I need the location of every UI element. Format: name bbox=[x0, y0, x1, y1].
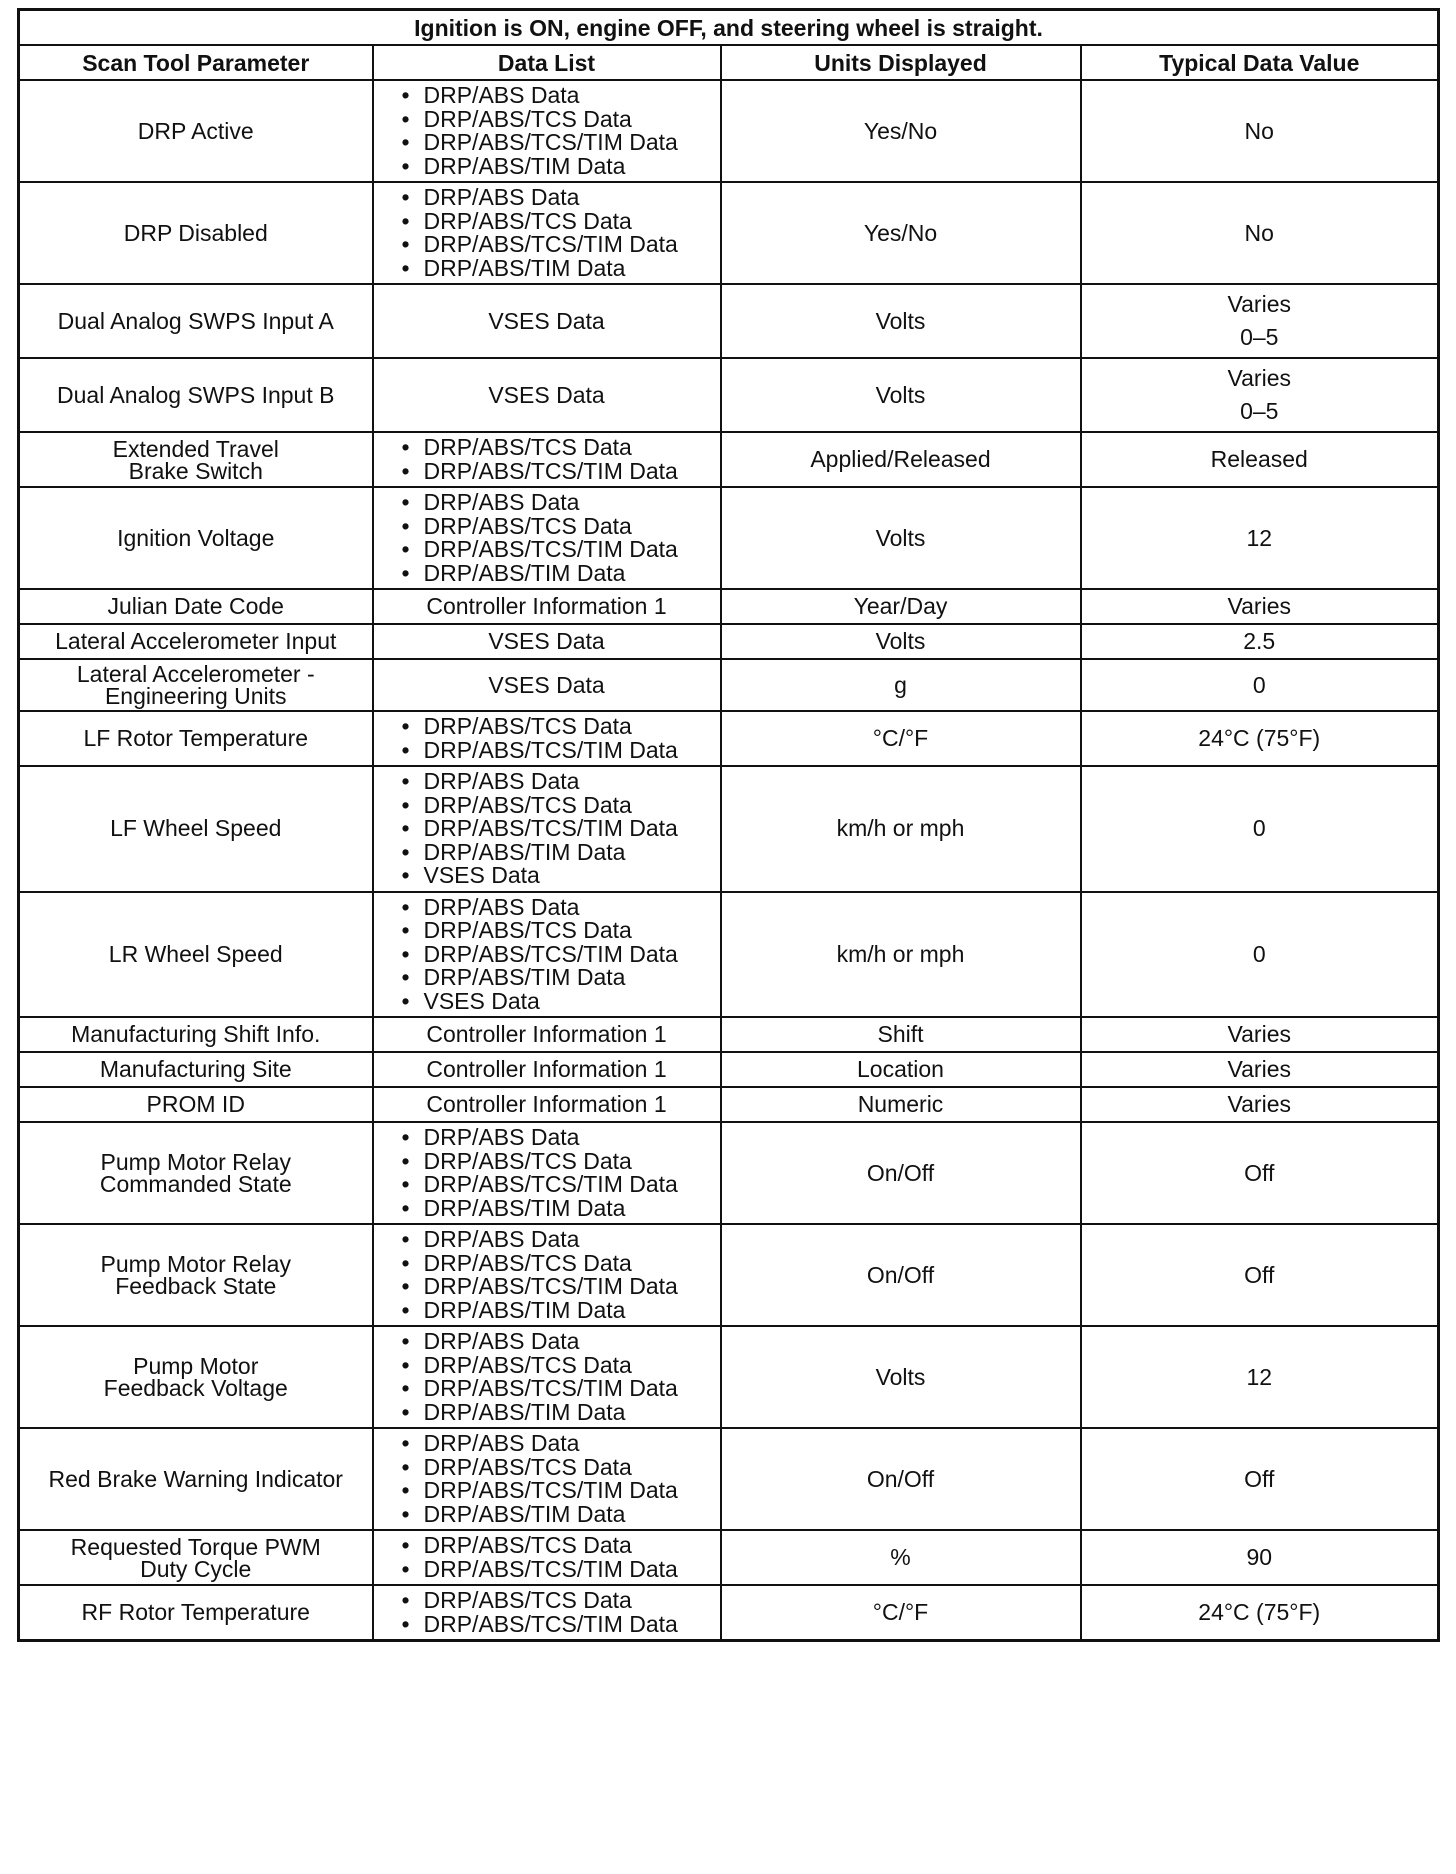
units-text: Volts bbox=[875, 628, 926, 654]
table-row bbox=[19, 1224, 1439, 1326]
parameter-line: Lateral Accelerometer - bbox=[76, 661, 315, 687]
cell-parameter bbox=[19, 766, 373, 892]
cell-data-list bbox=[373, 1428, 721, 1530]
typical-value-text: 24°C (75°F) bbox=[1198, 725, 1321, 751]
cell-parameter bbox=[19, 624, 373, 659]
data-list-bullets bbox=[400, 1126, 714, 1220]
parameter-line: Requested Torque PWM bbox=[70, 1533, 321, 1560]
typical-value-text: Varies bbox=[1227, 291, 1291, 317]
cell-units bbox=[721, 1122, 1081, 1224]
data-list-text: VSES Data bbox=[488, 628, 605, 654]
list-item: • DRP/ABS/TCS Data bbox=[400, 210, 714, 234]
data-list-bullets bbox=[400, 186, 714, 280]
parameter-line: Commanded State bbox=[99, 1171, 292, 1197]
units-text: Volts bbox=[875, 381, 926, 408]
typical-value-text: 0–5 bbox=[1240, 324, 1279, 350]
typical-value-text: Varies bbox=[1227, 593, 1291, 619]
data-list-text: Controller Information 1 bbox=[426, 1021, 667, 1047]
cell-parameter bbox=[19, 1585, 373, 1641]
table-row bbox=[19, 659, 1439, 711]
cell-typical-value bbox=[1081, 1326, 1439, 1428]
table-row bbox=[19, 1530, 1439, 1585]
cell-data-list bbox=[373, 432, 721, 487]
cell-data-list bbox=[373, 1122, 721, 1224]
list-item: • DRP/ABS/TCS/TIM Data bbox=[400, 739, 714, 763]
list-item: • DRP/ABS/TCS/TIM Data bbox=[400, 460, 714, 484]
data-list-bullets bbox=[400, 84, 714, 178]
cell-units bbox=[721, 766, 1081, 892]
list-item: • DRP/ABS/TIM Data bbox=[400, 1503, 714, 1527]
data-list-bullets bbox=[400, 1589, 714, 1636]
cell-parameter bbox=[19, 1087, 373, 1122]
units-text: Shift bbox=[877, 1021, 924, 1047]
units-text: Yes/No bbox=[863, 219, 938, 246]
cell-typical-value bbox=[1081, 1428, 1439, 1530]
cell-data-list bbox=[373, 1087, 721, 1122]
table-row bbox=[19, 487, 1439, 589]
typical-value-text: 0–5 bbox=[1240, 398, 1279, 424]
data-list-bullets bbox=[400, 1228, 714, 1322]
list-item: • DRP/ABS/TCS/TIM Data bbox=[400, 943, 714, 967]
parameter-text: RF Rotor Temperature bbox=[81, 1599, 310, 1625]
typical-value-text: 24°C (75°F) bbox=[1198, 1599, 1321, 1625]
cell-parameter bbox=[19, 589, 373, 624]
list-item: • DRP/ABS/TCS Data bbox=[400, 715, 714, 739]
list-item: • DRP/ABS/TCS/TIM Data bbox=[400, 538, 714, 562]
data-list-bullets bbox=[400, 715, 714, 762]
parameter-text: PROM ID bbox=[146, 1091, 245, 1117]
list-item: • DRP/ABS/TCS Data bbox=[400, 794, 714, 818]
list-item: • DRP/ABS/TCS Data bbox=[400, 436, 714, 460]
cell-parameter bbox=[19, 659, 373, 711]
cell-typical-value bbox=[1081, 766, 1439, 892]
data-list-bullets bbox=[400, 491, 714, 585]
typical-value-text: No bbox=[1244, 117, 1274, 144]
table-row bbox=[19, 766, 1439, 892]
units-text: Applied/Released bbox=[810, 446, 991, 472]
typical-value-text: Off bbox=[1244, 1261, 1275, 1288]
typical-value-text: Varies bbox=[1227, 1091, 1291, 1117]
list-item: • DRP/ABS/TCS/TIM Data bbox=[400, 131, 714, 155]
table-row bbox=[19, 892, 1439, 1018]
header-row bbox=[19, 45, 1439, 80]
cell-data-list bbox=[373, 182, 721, 284]
table-row bbox=[19, 284, 1439, 358]
header-parameter: Scan Tool Parameter bbox=[19, 45, 373, 80]
cell-data-list bbox=[373, 284, 721, 358]
list-item: • DRP/ABS/TCS Data bbox=[400, 1150, 714, 1174]
units-text: Yes/No bbox=[863, 117, 938, 144]
cell-units bbox=[721, 711, 1081, 766]
typical-value-text: No bbox=[1244, 219, 1274, 246]
data-list-text: VSES Data bbox=[488, 381, 605, 408]
list-item: • DRP/ABS/TIM Data bbox=[400, 257, 714, 281]
cell-units bbox=[721, 284, 1081, 358]
table-row bbox=[19, 1585, 1439, 1641]
cell-data-list bbox=[373, 1052, 721, 1087]
cell-typical-value bbox=[1081, 487, 1439, 589]
cell-data-list bbox=[373, 659, 721, 711]
list-item: • DRP/ABS Data bbox=[400, 1228, 714, 1252]
cell-units bbox=[721, 1428, 1081, 1530]
cell-typical-value bbox=[1081, 182, 1439, 284]
cell-units bbox=[721, 182, 1081, 284]
parameter-line: Engineering Units bbox=[104, 683, 287, 709]
cell-units bbox=[721, 1224, 1081, 1326]
cell-units bbox=[721, 624, 1081, 659]
units-text: km/h or mph bbox=[836, 815, 965, 842]
cell-typical-value bbox=[1081, 1585, 1439, 1641]
scan-tool-data-table bbox=[17, 8, 1440, 1642]
cell-parameter bbox=[19, 1052, 373, 1087]
list-item: • DRP/ABS/TCS/TIM Data bbox=[400, 233, 714, 257]
cell-parameter bbox=[19, 487, 373, 589]
table-body bbox=[19, 80, 1439, 1641]
list-item: • DRP/ABS/TIM Data bbox=[400, 841, 714, 865]
list-item: • DRP/ABS/TIM Data bbox=[400, 1401, 714, 1425]
cell-typical-value bbox=[1081, 892, 1439, 1018]
list-item: • DRP/ABS/TIM Data bbox=[400, 1299, 714, 1323]
header-typical-value: Typical Data Value bbox=[1081, 45, 1439, 80]
cell-data-list bbox=[373, 766, 721, 892]
cell-parameter bbox=[19, 432, 373, 487]
cell-units bbox=[721, 1530, 1081, 1585]
table-row bbox=[19, 80, 1439, 182]
typical-value-text: 12 bbox=[1246, 1363, 1273, 1390]
cell-data-list bbox=[373, 1530, 721, 1585]
table-row bbox=[19, 1052, 1439, 1087]
table-row bbox=[19, 1326, 1439, 1428]
units-text: Volts bbox=[875, 1363, 926, 1390]
table-row bbox=[19, 1017, 1439, 1052]
list-item: • DRP/ABS/TCS Data bbox=[400, 1456, 714, 1480]
cell-units bbox=[721, 892, 1081, 1018]
table-row bbox=[19, 432, 1439, 487]
table-caption: Ignition is ON, engine OFF, and steering wheel is straight. bbox=[19, 10, 1439, 46]
cell-parameter bbox=[19, 1224, 373, 1326]
caption-row bbox=[19, 10, 1439, 46]
typical-value-text: Varies bbox=[1227, 365, 1291, 391]
cell-data-list bbox=[373, 80, 721, 182]
units-text: On/Off bbox=[866, 1159, 935, 1186]
parameter-text: LR Wheel Speed bbox=[108, 940, 283, 967]
cell-data-list bbox=[373, 624, 721, 659]
parameter-text: Manufacturing Shift Info. bbox=[71, 1021, 321, 1047]
data-list-bullets bbox=[400, 436, 714, 483]
parameter-line: Extended Travel bbox=[112, 435, 279, 462]
list-item: • DRP/ABS/TIM Data bbox=[400, 155, 714, 179]
units-text: % bbox=[890, 1544, 911, 1570]
list-item: • DRP/ABS/TCS Data bbox=[400, 108, 714, 132]
parameter-line: Feedback Voltage bbox=[103, 1375, 288, 1401]
list-item: • DRP/ABS/TIM Data bbox=[400, 562, 714, 586]
typical-value-text: Released bbox=[1210, 446, 1308, 472]
data-list-bullets bbox=[400, 893, 714, 1014]
table-row bbox=[19, 1122, 1439, 1224]
cell-typical-value bbox=[1081, 711, 1439, 766]
data-list-bullets bbox=[400, 770, 714, 888]
parameter-text: Julian Date Code bbox=[107, 593, 284, 619]
units-text: Volts bbox=[875, 524, 926, 551]
header-data-list: Data List bbox=[373, 45, 721, 80]
list-item: • DRP/ABS Data bbox=[400, 491, 714, 515]
cell-typical-value bbox=[1081, 432, 1439, 487]
parameter-text: LF Wheel Speed bbox=[110, 815, 282, 842]
parameter-text: Red Brake Warning Indicator bbox=[48, 1465, 343, 1492]
units-text: g bbox=[894, 671, 907, 698]
list-item: • DRP/ABS Data bbox=[400, 770, 714, 794]
parameter-text: Ignition Voltage bbox=[117, 524, 275, 551]
units-text: km/h or mph bbox=[836, 940, 965, 967]
parameter-text: DRP Active bbox=[137, 117, 254, 144]
typical-value-text: Off bbox=[1244, 1159, 1275, 1186]
cell-parameter bbox=[19, 182, 373, 284]
parameter-line: Pump Motor Relay bbox=[100, 1251, 291, 1277]
parameter-line: Duty Cycle bbox=[140, 1555, 252, 1582]
list-item: • DRP/ABS/TCS Data bbox=[400, 1354, 714, 1378]
table-row bbox=[19, 711, 1439, 766]
units-text: On/Off bbox=[866, 1261, 935, 1288]
parameter-text: Dual Analog SWPS Input A bbox=[57, 307, 334, 334]
typical-value-text: 2.5 bbox=[1243, 628, 1276, 654]
list-item: • DRP/ABS Data bbox=[400, 1126, 714, 1150]
table-row bbox=[19, 624, 1439, 659]
table-row bbox=[19, 589, 1439, 624]
cell-data-list bbox=[373, 1585, 721, 1641]
list-item: • DRP/ABS Data bbox=[400, 896, 714, 920]
cell-typical-value bbox=[1081, 1530, 1439, 1585]
cell-typical-value bbox=[1081, 624, 1439, 659]
typical-value-text: 90 bbox=[1246, 1544, 1273, 1570]
cell-data-list bbox=[373, 589, 721, 624]
cell-typical-value bbox=[1081, 1224, 1439, 1326]
data-list-text: Controller Information 1 bbox=[426, 593, 667, 619]
cell-parameter bbox=[19, 892, 373, 1018]
typical-value-text: 0 bbox=[1252, 671, 1266, 698]
data-list-bullets bbox=[400, 1432, 714, 1526]
list-item: • DRP/ABS/TCS Data bbox=[400, 1534, 714, 1558]
cell-typical-value bbox=[1081, 1087, 1439, 1122]
data-list-bullets bbox=[400, 1534, 714, 1581]
cell-units bbox=[721, 1585, 1081, 1641]
list-item: • DRP/ABS/TCS/TIM Data bbox=[400, 1377, 714, 1401]
table-row bbox=[19, 182, 1439, 284]
parameter-text: DRP Disabled bbox=[123, 219, 268, 246]
typical-value-text: Off bbox=[1244, 1465, 1275, 1492]
units-text: °C/°F bbox=[872, 1599, 929, 1625]
list-item: • DRP/ABS/TCS/TIM Data bbox=[400, 1558, 714, 1582]
cell-typical-value bbox=[1081, 589, 1439, 624]
units-text: Numeric bbox=[857, 1091, 944, 1117]
cell-units bbox=[721, 432, 1081, 487]
list-item: • DRP/ABS Data bbox=[400, 1330, 714, 1354]
cell-parameter bbox=[19, 80, 373, 182]
cell-typical-value bbox=[1081, 1017, 1439, 1052]
cell-data-list bbox=[373, 892, 721, 1018]
list-item: • DRP/ABS Data bbox=[400, 1432, 714, 1456]
typical-value-text: 0 bbox=[1252, 815, 1266, 842]
cell-parameter bbox=[19, 358, 373, 432]
units-text: Year/Day bbox=[853, 593, 948, 619]
parameter-text: Lateral Accelerometer Input bbox=[55, 628, 337, 654]
parameter-text: Manufacturing Site bbox=[99, 1056, 292, 1082]
list-item: • VSES Data bbox=[400, 990, 714, 1014]
parameter-line: Pump Motor bbox=[133, 1353, 259, 1379]
typical-value-text: Varies bbox=[1227, 1021, 1291, 1047]
cell-parameter bbox=[19, 1326, 373, 1428]
cell-data-list bbox=[373, 1017, 721, 1052]
list-item: • DRP/ABS/TCS/TIM Data bbox=[400, 1479, 714, 1503]
cell-units bbox=[721, 1087, 1081, 1122]
cell-parameter bbox=[19, 1122, 373, 1224]
list-item: • DRP/ABS/TCS/TIM Data bbox=[400, 1173, 714, 1197]
parameter-line: Feedback State bbox=[115, 1273, 277, 1299]
data-list-text: Controller Information 1 bbox=[426, 1091, 667, 1117]
list-item: • DRP/ABS/TCS Data bbox=[400, 515, 714, 539]
cell-units bbox=[721, 659, 1081, 711]
header-units: Units Displayed bbox=[721, 45, 1081, 80]
data-list-text: VSES Data bbox=[488, 307, 605, 334]
cell-units bbox=[721, 1052, 1081, 1087]
cell-typical-value bbox=[1081, 80, 1439, 182]
parameter-line: Pump Motor Relay bbox=[100, 1149, 291, 1175]
list-item: • DRP/ABS/TCS Data bbox=[400, 919, 714, 943]
cell-data-list bbox=[373, 358, 721, 432]
cell-parameter bbox=[19, 711, 373, 766]
cell-data-list bbox=[373, 1326, 721, 1428]
cell-units bbox=[721, 487, 1081, 589]
units-text: Volts bbox=[875, 307, 926, 334]
cell-units bbox=[721, 589, 1081, 624]
data-list-text: Controller Information 1 bbox=[426, 1056, 667, 1082]
cell-data-list bbox=[373, 487, 721, 589]
cell-typical-value bbox=[1081, 358, 1439, 432]
cell-units bbox=[721, 1326, 1081, 1428]
cell-parameter bbox=[19, 284, 373, 358]
typical-value-text: 0 bbox=[1252, 940, 1266, 967]
cell-data-list bbox=[373, 1224, 721, 1326]
list-item: • DRP/ABS Data bbox=[400, 186, 714, 210]
table-row bbox=[19, 1428, 1439, 1530]
table-row bbox=[19, 358, 1439, 432]
cell-units bbox=[721, 1017, 1081, 1052]
list-item: • DRP/ABS Data bbox=[400, 84, 714, 108]
data-list-bullets bbox=[400, 1330, 714, 1424]
list-item: • DRP/ABS/TIM Data bbox=[400, 1197, 714, 1221]
list-item: • VSES Data bbox=[400, 864, 714, 888]
list-item: • DRP/ABS/TCS/TIM Data bbox=[400, 1275, 714, 1299]
cell-units bbox=[721, 80, 1081, 182]
cell-typical-value bbox=[1081, 284, 1439, 358]
units-text: Location bbox=[857, 1056, 944, 1082]
cell-typical-value bbox=[1081, 1122, 1439, 1224]
list-item: • DRP/ABS/TIM Data bbox=[400, 966, 714, 990]
list-item: • DRP/ABS/TCS/TIM Data bbox=[400, 1613, 714, 1637]
cell-parameter bbox=[19, 1017, 373, 1052]
cell-typical-value bbox=[1081, 1052, 1439, 1087]
list-item: • DRP/ABS/TCS Data bbox=[400, 1252, 714, 1276]
cell-typical-value bbox=[1081, 659, 1439, 711]
cell-parameter bbox=[19, 1530, 373, 1585]
cell-data-list bbox=[373, 711, 721, 766]
units-text: On/Off bbox=[866, 1465, 935, 1492]
typical-value-text: Varies bbox=[1227, 1056, 1291, 1082]
list-item: • DRP/ABS/TCS Data bbox=[400, 1589, 714, 1613]
cell-parameter bbox=[19, 1428, 373, 1530]
typical-value-text: 12 bbox=[1246, 524, 1273, 551]
list-item: • DRP/ABS/TCS/TIM Data bbox=[400, 817, 714, 841]
parameter-text: LF Rotor Temperature bbox=[83, 725, 309, 751]
cell-units bbox=[721, 358, 1081, 432]
data-list-text: VSES Data bbox=[488, 671, 605, 698]
table-row bbox=[19, 1087, 1439, 1122]
units-text: °C/°F bbox=[872, 725, 929, 751]
parameter-line: Brake Switch bbox=[128, 457, 263, 484]
parameter-text: Dual Analog SWPS Input B bbox=[57, 381, 335, 408]
